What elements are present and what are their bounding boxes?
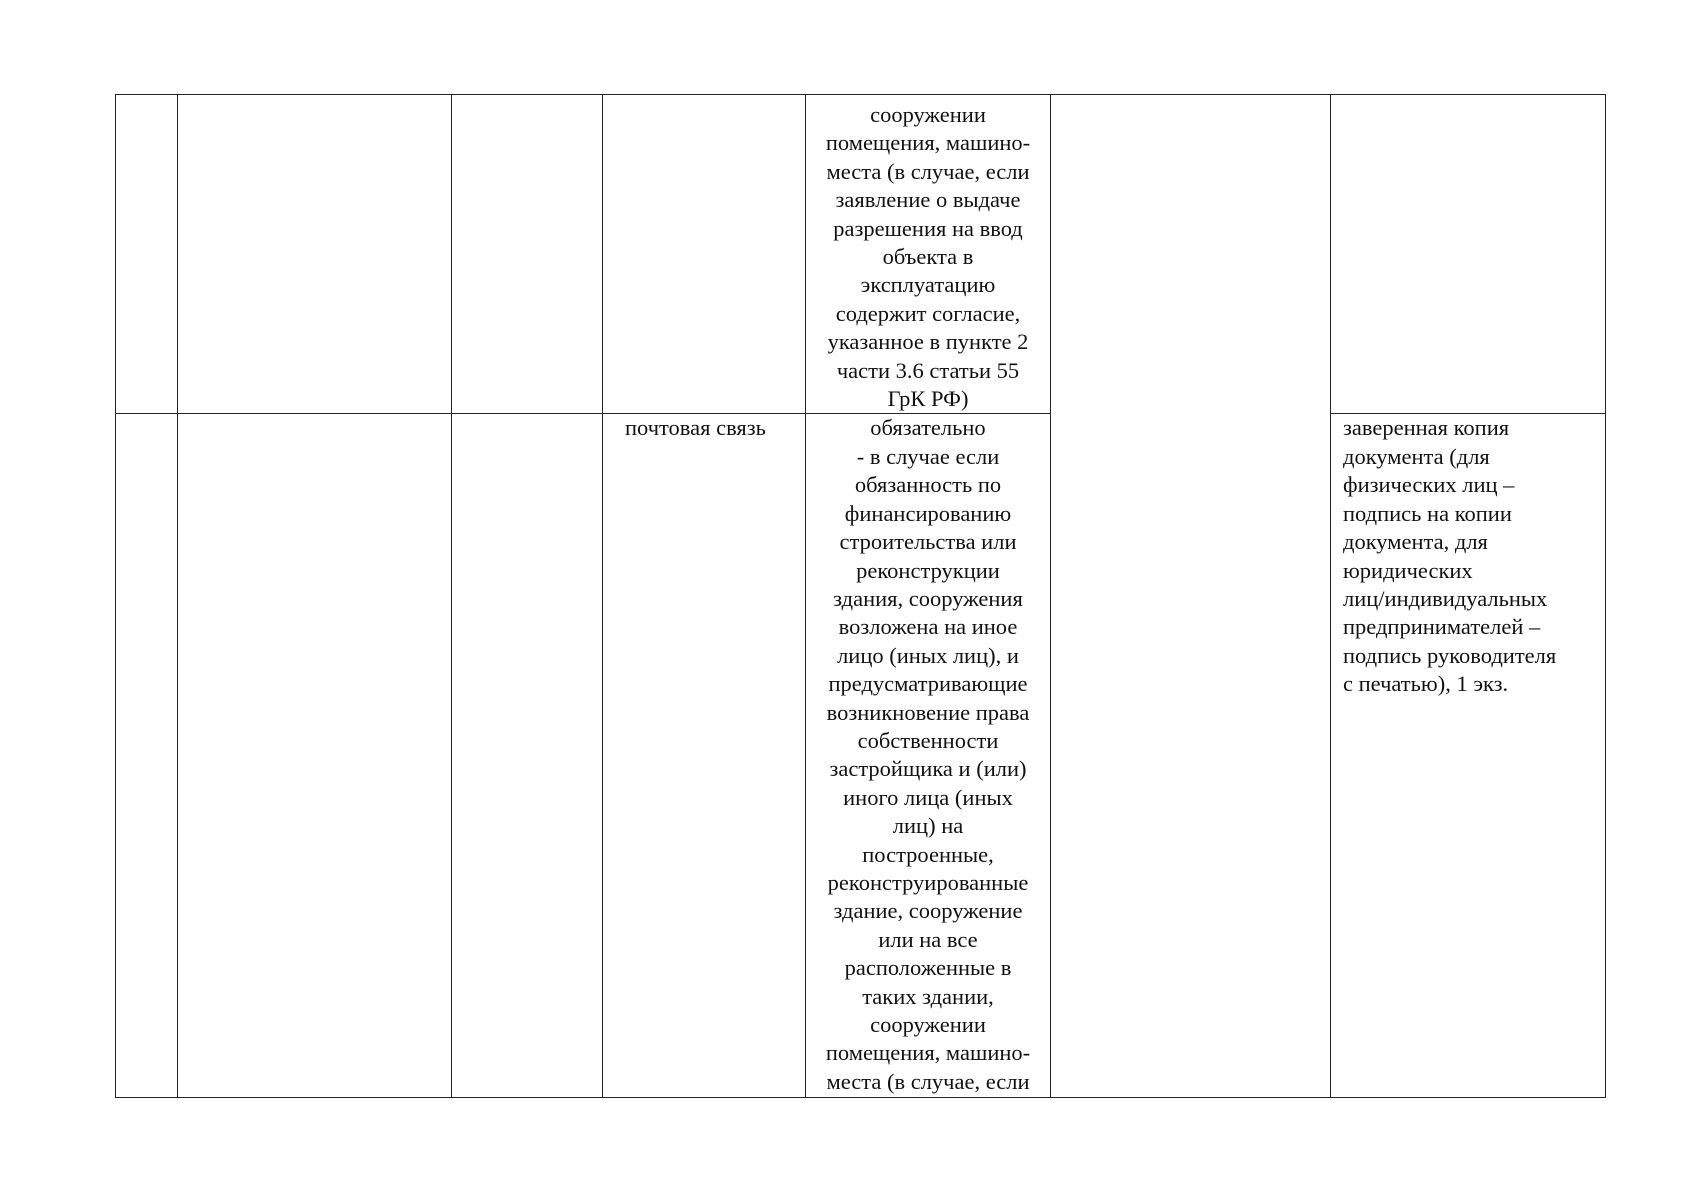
row1-col5-cell xyxy=(806,95,1051,414)
row2-col7-text xyxy=(1343,414,1595,698)
text-line: собственности xyxy=(857,727,999,753)
text-line: физических лиц – xyxy=(1343,472,1515,498)
row2-col3-cell xyxy=(452,414,603,1098)
text-line: эксплуатацию xyxy=(860,272,996,298)
text-line: - в случае если xyxy=(856,443,1000,469)
text-line: заявление о выдаче xyxy=(835,187,1021,213)
text-line: места (в случае, если xyxy=(826,1068,1030,1094)
row2-col7-cell xyxy=(1331,414,1606,1098)
row1-col3-cell xyxy=(452,95,603,414)
text-line: лиц/индивидуальных xyxy=(1343,585,1548,611)
text-line: иного лица (иных xyxy=(843,784,1013,810)
row1-col2-cell xyxy=(178,95,452,414)
text-line: места (в случае, если xyxy=(826,158,1030,184)
text-line: обязанность по xyxy=(854,472,1002,498)
row1-col4-cell xyxy=(603,95,806,414)
text-line: разрешения на ввод xyxy=(833,215,1023,241)
text-line: помещения, машино- xyxy=(825,130,1031,156)
text-line: таких здании, xyxy=(862,983,994,1009)
text-line: здание, сооружение xyxy=(833,898,1023,924)
text-line: юридических xyxy=(1343,557,1473,583)
text-line: застройщика и (или) xyxy=(829,756,1027,782)
row2-col5-text xyxy=(816,414,1040,1096)
text-line: с печатью), 1 экз. xyxy=(1343,671,1509,697)
row2-col5-cell xyxy=(806,414,1051,1098)
text-line: предусматривающие xyxy=(828,671,1028,697)
text-line: или на все xyxy=(878,926,978,952)
text-line: возникновение права xyxy=(826,699,1030,725)
table-row xyxy=(116,95,1606,414)
text-line: здания, сооружения xyxy=(833,585,1023,611)
row1-col5-text xyxy=(816,95,1040,413)
text-line: возложена на иное xyxy=(838,614,1018,640)
text-line: финансированию xyxy=(844,500,1012,526)
row1-col1-cell xyxy=(116,95,178,414)
text-line: строительства или xyxy=(839,529,1017,555)
text-line: документа, для xyxy=(1343,529,1488,555)
text-line: сооружении xyxy=(870,102,986,127)
text-line: документа (для xyxy=(1343,443,1490,469)
row1-col7-cell xyxy=(1331,95,1606,414)
table-row xyxy=(116,414,1606,1098)
text-line: указанное в пункте 2 xyxy=(827,329,1029,355)
text-line: расположенные в xyxy=(844,955,1012,981)
text-line: подпись на копии xyxy=(1343,500,1512,526)
text-line: лиц) на xyxy=(892,813,964,839)
text-line: содержит согласие, xyxy=(835,300,1021,326)
text-line: подпись руководителя xyxy=(1343,642,1557,668)
text-line: заверенная копия xyxy=(1343,415,1510,441)
text-line: объекта в xyxy=(882,244,974,270)
row1-col6-cell xyxy=(1051,95,1331,1098)
row2-col4-cell xyxy=(603,414,806,1098)
text-line: предпринимателей – xyxy=(1343,614,1541,640)
text-line: обязательно xyxy=(870,415,986,441)
text-line: реконструкции xyxy=(856,557,1000,583)
row2-col1-cell xyxy=(116,414,178,1098)
text-line: ГрК РФ) xyxy=(887,386,969,412)
services-table xyxy=(115,94,1606,1098)
delivery-method-text: почтовая связь xyxy=(625,415,766,441)
text-line: сооружении xyxy=(870,1012,986,1037)
text-line: помещения, машино- xyxy=(825,1040,1031,1066)
text-line: части 3.6 статьи 55 xyxy=(836,357,1020,383)
row2-col2-cell xyxy=(178,414,452,1098)
text-line: построенные, xyxy=(862,841,994,867)
text-line: реконструированные xyxy=(827,869,1029,895)
text-line: лицо (иных лиц), и xyxy=(837,642,1019,668)
